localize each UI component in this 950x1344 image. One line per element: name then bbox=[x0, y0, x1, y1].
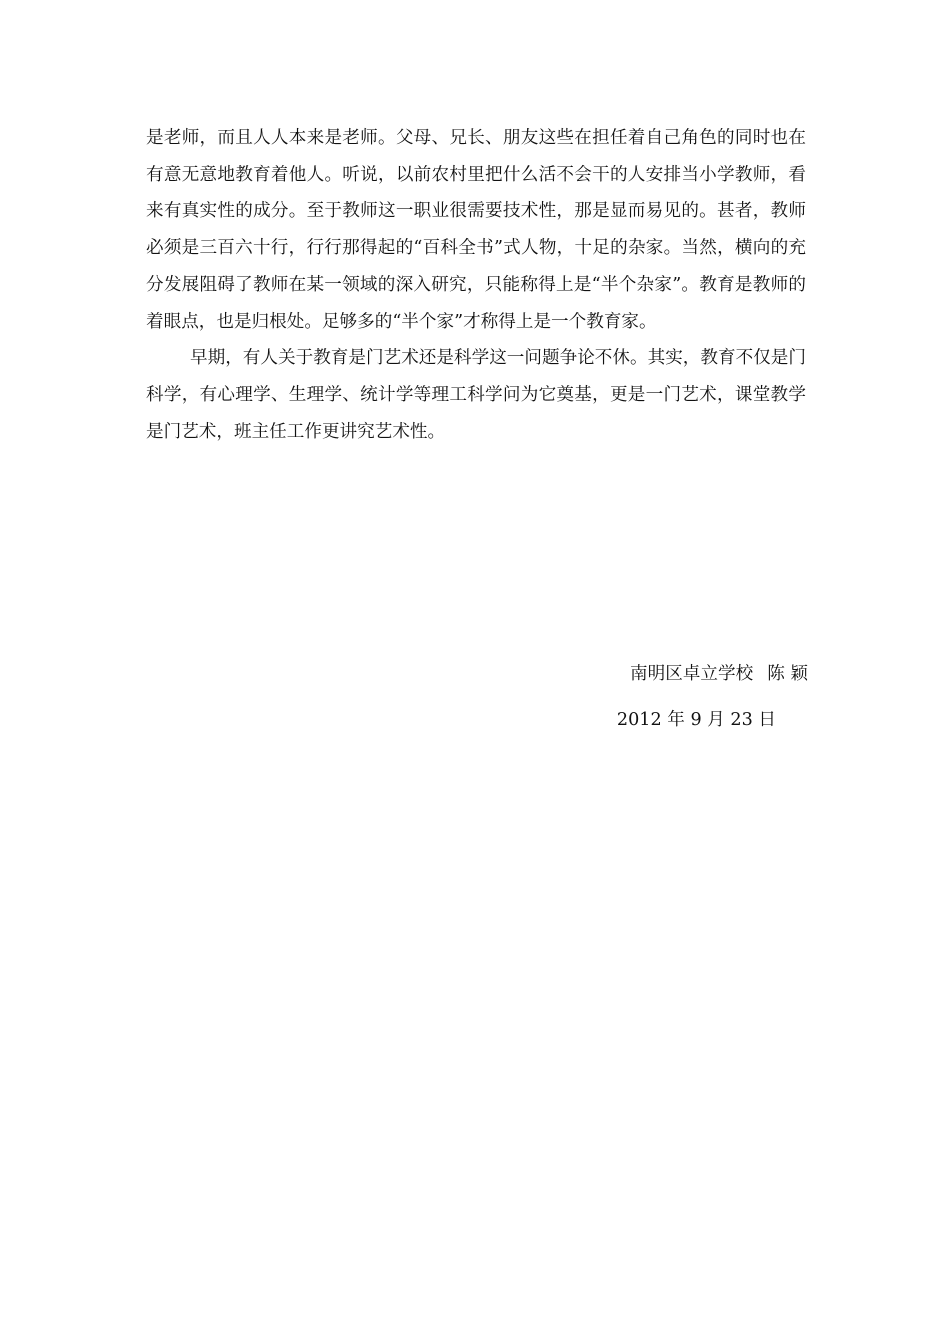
document-date: 2012 年 9 月 23 日 bbox=[616, 710, 776, 730]
paragraph-art-or-science: 早期，有人关于教育是门艺术还是科学这一问题争论不休。其实，教育不仅是门科学，有心理学、生理学、统计学等理工科学问为它奠基，更是一门艺术，课堂教学是门艺术，班主任工作更讲究艺术性。 bbox=[146, 348, 806, 442]
signature-line bbox=[630, 662, 808, 686]
author-name: 陈 颖 bbox=[767, 664, 808, 684]
school-name: 南明区卓立学校 bbox=[630, 664, 754, 684]
document-body bbox=[146, 120, 806, 450]
paragraph-continuation: 是老师，而且人人本来是老师。父母、兄长、朋友这些在担任着自己角色的同时也在有意无意地教育着他人。听说，以前农村里把什么活不会干的人安排当小学教师，看来有真实性的成分。至于教师这一职业很需要技术性，那是显而易见的。甚者，教师必须是三百六十行，行行那得起的“百科全书”式人物，十足的杂家。当然，横向的充分发展阻碍了教师在某一领域的深入研究，只能称得上是“半个杂家”。教育是教师的着眼点，也是归根处。足够多的“半个家”才称得上是一个教育家。 bbox=[146, 128, 806, 332]
